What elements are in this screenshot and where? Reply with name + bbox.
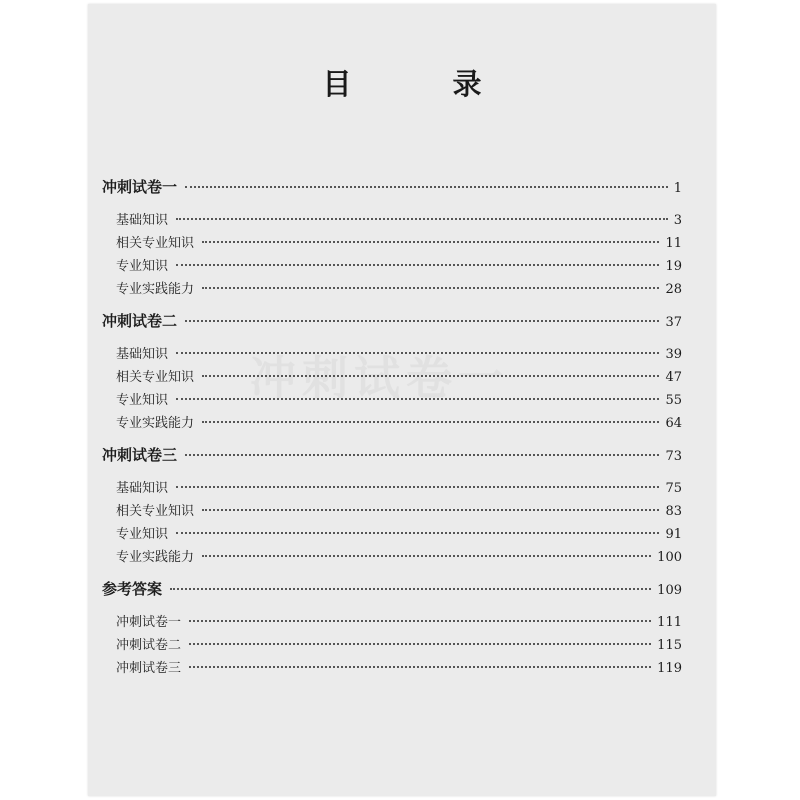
dot-leader [202,421,659,423]
toc-section-label: 冲刺试卷二 [102,312,178,330]
toc-item-label: 专业知识 [116,527,169,542]
dot-leader [176,218,668,220]
toc-item[interactable] [116,343,682,362]
dot-leader [202,375,659,377]
toc-page-number: 28 [665,282,682,297]
toc-page-number: 115 [657,638,682,653]
toc-item-label: 相关专业知识 [116,370,195,385]
toc-page-number: 119 [657,661,682,676]
dot-leader [176,352,659,354]
toc-item[interactable] [116,611,682,630]
toc-section-label: 参考答案 [102,580,163,598]
dot-leader [202,555,651,557]
toc-page-number: 91 [665,527,682,542]
background-watermark: 冲刺试卷一 [250,351,510,405]
toc-page-number: 1 [673,181,682,196]
toc-page-number: 64 [665,416,682,431]
toc-section-label: 冲刺试卷三 [102,446,178,464]
toc-item-label: 基础知识 [116,213,169,228]
table-of-contents [88,4,716,796]
dot-leader [185,186,668,188]
dot-leader [189,643,651,645]
dot-leader [176,398,659,400]
toc-item-label: 相关专业知识 [116,504,195,519]
toc-item[interactable] [116,523,682,542]
toc-page-number: 47 [665,370,682,385]
toc-item[interactable] [116,255,682,274]
dot-leader [170,588,651,590]
toc-item-label: 专业实践能力 [116,550,195,565]
toc-page-number: 83 [665,504,682,519]
toc-item[interactable] [116,209,682,228]
toc-section-label: 冲刺试卷一 [102,178,178,196]
toc-item[interactable] [116,500,682,519]
toc-page-number: 73 [665,449,682,464]
toc-page-number: 39 [665,347,682,362]
toc-section[interactable] [102,310,682,331]
toc-item-label: 专业知识 [116,393,169,408]
dot-leader [176,486,659,488]
toc-item-label: 冲刺试卷一 [116,615,182,630]
dot-leader [189,620,651,622]
toc-item[interactable] [116,366,682,385]
toc-item[interactable] [116,657,682,676]
dot-leader [202,241,659,243]
toc-item[interactable] [116,477,682,496]
toc-page-number: 19 [665,259,682,274]
toc-section[interactable] [102,176,682,197]
toc-item[interactable] [116,232,682,251]
toc-item-label: 冲刺试卷三 [116,661,182,676]
toc-page-number: 111 [657,615,682,630]
toc-item-label: 专业实践能力 [116,282,195,297]
toc-page-number: 100 [657,550,682,565]
dot-leader [176,264,659,266]
toc-item[interactable] [116,546,682,565]
dot-leader [185,320,659,322]
document-page [88,4,716,796]
toc-item-label: 专业实践能力 [116,416,195,431]
toc-item-label: 冲刺试卷二 [116,638,182,653]
toc-page-number: 37 [665,315,682,330]
toc-item[interactable] [116,412,682,431]
toc-page-number: 109 [657,583,682,598]
dot-leader [202,287,659,289]
toc-page-number: 3 [673,213,682,228]
dot-leader [189,666,651,668]
toc-item[interactable] [116,278,682,297]
toc-item-label: 基础知识 [116,481,169,496]
toc-item-label: 基础知识 [116,347,169,362]
dot-leader [176,532,659,534]
toc-page-number: 55 [665,393,682,408]
toc-section[interactable] [102,444,682,465]
dot-leader [202,509,659,511]
toc-page-number: 75 [665,481,682,496]
toc-item[interactable] [116,389,682,408]
page-title: 目 录 [322,67,518,101]
dot-leader [185,454,659,456]
toc-item-label: 相关专业知识 [116,236,195,251]
toc-page-number: 11 [665,236,682,251]
toc-item[interactable] [116,634,682,653]
toc-item-label: 专业知识 [116,259,169,274]
toc-section[interactable] [102,578,682,599]
